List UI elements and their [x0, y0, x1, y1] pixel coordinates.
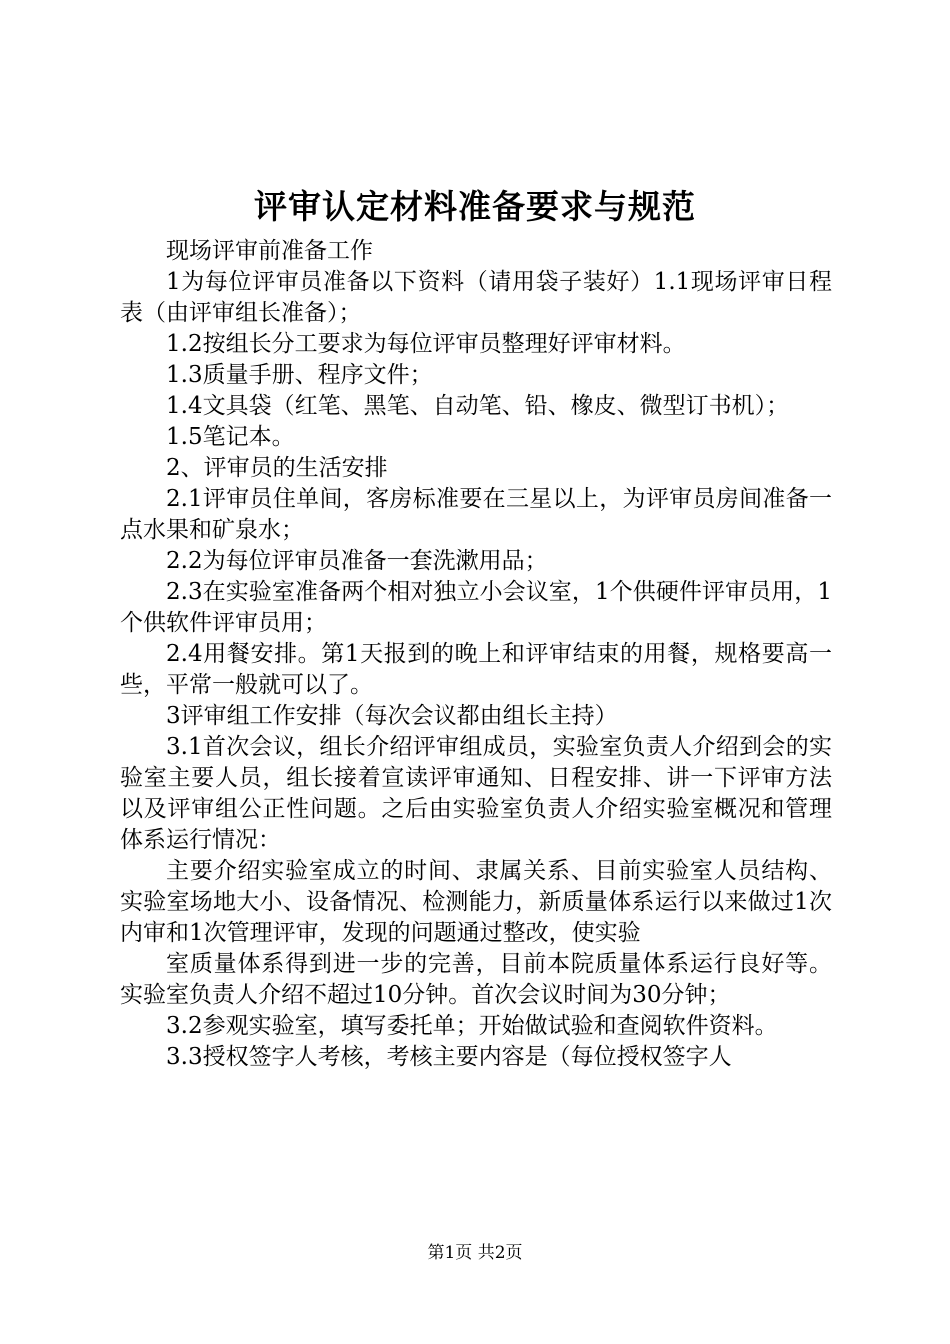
paragraph-item-2-1: 2.1评审员住单间，客房标准要在三星以上，为评审员房间准备一点水果和矿泉水；	[120, 486, 832, 543]
section-heading-living-arrangements: 2、评审员的生活安排	[166, 455, 388, 481]
paragraph-item-2-2: 2.2为每位评审员准备一套洗漱用品；	[166, 548, 548, 574]
paragraph-lab-introduction-cont: 室质量体系得到进一步的完善，目前本院质量体系运行良好等。实验室负责人介绍不超过10分钟。首次会议时间为30分钟；	[120, 951, 832, 1008]
paragraph-item-3-3: 3.3授权签字人考核，考核主要内容是（每位授权签字人	[166, 1044, 732, 1070]
paragraph-item-2-4: 2.4用餐安排。第1天报到的晚上和评审结束的用餐，规格要高一些，平常一般就可以了。	[120, 641, 832, 698]
section-heading-onsite-prep: 现场评审前准备工作	[166, 238, 373, 264]
paragraph-lab-introduction: 主要介绍实验室成立的时间、隶属关系、目前实验室人员结构、实验室场地大小、设备情况、检测能力，新质量体系运行以来做过1次内审和1次管理评审，发现的问题通过整改，使实验	[120, 858, 832, 946]
document-title: 评审认定材料准备要求与规范	[254, 187, 696, 226]
document-body	[120, 236, 832, 1073]
paragraph-item-1: 1为每位评审员准备以下资料（请用袋子装好）1.1现场评审日程表（由评审组长准备）；	[120, 269, 832, 326]
paragraph-item-1-4: 1.4文具袋（红笔、黑笔、自动笔、铅、橡皮、微型订书机）；	[166, 393, 790, 419]
page-footer: 第1页 共2页	[427, 1243, 523, 1263]
paragraph-item-1-5: 1.5笔记本。	[166, 424, 295, 450]
section-heading-review-team-work: 3评审组工作安排（每次会议都由组长主持）	[166, 703, 618, 729]
paragraph-item-1-2: 1.2按组长分工要求为每位评审员整理好评审材料。	[166, 331, 686, 357]
paragraph-item-1-3: 1.3质量手册、程序文件；	[166, 362, 433, 388]
paragraph-item-2-3: 2.3在实验室准备两个相对独立小会议室，1个供硬件评审员用，1个供软件评审员用；	[120, 579, 832, 636]
paragraph-item-3-2: 3.2参观实验室，填写委托单；开始做试验和查阅软件资料。	[166, 1013, 778, 1039]
paragraph-item-3-1: 3.1首次会议，组长介绍评审组成员，实验室负责人介绍到会的实验室主要人员，组长接着宣读评审通知、日程安排、讲一下评审方法以及评审组公正性问题。之后由实验室负责人介绍实验室概况和管理体系运行情况：	[120, 734, 832, 853]
